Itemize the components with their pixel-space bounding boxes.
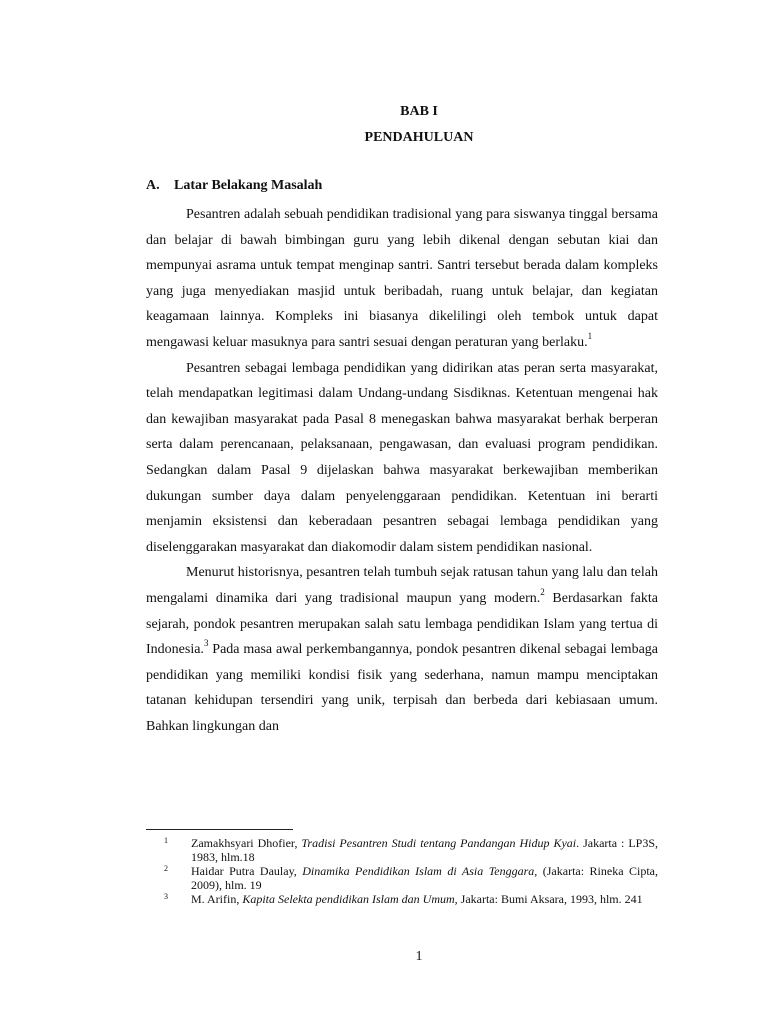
footnote-author: Zamakhsyari Dhofier, [191, 836, 302, 850]
chapter-title: PENDAHULUAN [364, 130, 474, 145]
paragraph-1-text: Pesantren adalah sebuah pendidikan tradisional yang para siswanya tinggal bersama dan belajar di bawah bimbingan guru yang lebih dikenal dengan sebutan kiai dan mempunyai asrama untuk tempat menginap santri. Santri tersebut berada dalam kompleks yang juga menyediakan masjid untuk beribadah, ruang untuk belajar, dan kegiatan keagamaan lainnya. Kompleks ini biasanya dikelilingi oleh tembok untuk dapat mengawasi keluar masuknya para santri sesuai dengan peraturan yang berlaku. [146, 207, 658, 350]
section-title: Latar Belakang Masalah [174, 178, 323, 193]
footnotes [146, 836, 658, 906]
footnote [146, 864, 658, 892]
footnote-mark: 3 [164, 892, 168, 901]
paragraph-3 [146, 560, 658, 739]
footnote-source: Jakarta: Bumi Aksara, 1993, hlm. 241 [457, 892, 643, 906]
chapter-number: BAB I [400, 104, 438, 119]
paragraph-2 [146, 356, 658, 561]
body-text [146, 202, 658, 739]
section-heading [146, 178, 322, 194]
footnote-author: Haidar Putra Daulay, [191, 864, 303, 878]
footnote-author: M. Arifin, [191, 892, 243, 906]
footnote-ref-1[interactable]: 1 [587, 331, 593, 342]
footnote-title: Dinamika Pendidikan Islam di Asia Tenggara, [302, 864, 538, 878]
page-number: 1 [415, 949, 423, 964]
footnote-title: Kapita Selekta pendidikan Islam dan Umum, [242, 892, 458, 906]
paragraph-2-text: Pesantren sebagai lembaga pendidikan yang didirikan atas peran serta masyarakat, telah mendapatkan legitimasi dalam Undang-undang Sisdiknas. Ketentuan mengenai hak dan kewajiban masyarakat pada Pasal 8 menegaskan bahwa masyarakat berhak berperan serta dalam perencanaan, pelaksanaan, pengawasan, dan evaluasi program pendidikan. Sedangkan dalam Pasal 9 dijelaskan bahwa masyarakat berkewajiban memberikan dukungan sumber daya dalam penyelenggaraan pendidikan. Ketentuan ini berarti menjamin eksistensi dan keberadaan pesantren sebagai lembaga pendidikan yang diselenggarakan masyarakat dan diakomodir dalam sistem pendidikan nasional. [146, 360, 658, 555]
footnote [146, 836, 658, 864]
footnote-source: . Jakarta : LP3S, 1983, hlm.18 [191, 836, 658, 864]
paragraph-3-text-b: Berdasarkan fakta sejarah, pondok pesantren merupakan salah satu lembaga pendidikan Islam yang tertua di Indonesia. [146, 590, 658, 658]
paragraph-3-text-c: Pada masa awal perkembangannya, pondok pesantren dikenal sebagai lembaga pendidikan yang memiliki kondisi fisik yang sederhana, namun mampu menciptakan tatanan kehidupan tersendiri yang unik, terpisah dan berbeda dari kebiasaan umum. Bahkan lingkungan dan [146, 642, 658, 734]
paragraph-1 [146, 202, 658, 356]
footnote-mark: 2 [164, 864, 168, 873]
footnote-ref-2[interactable]: 2 [540, 587, 545, 598]
paragraph-3-text-a: Menurut historisnya, pesantren telah tumbuh sejak ratusan tahun yang lalu dan telah mengalami dinamika dari yang tradisional maupun yang modern. [146, 565, 658, 606]
footnote-separator [146, 829, 293, 830]
footnote [146, 892, 658, 906]
footnote-mark: 1 [164, 836, 168, 845]
footnote-title: Tradisi Pesantren Studi tentang Pandangan Hidup Kyai [301, 836, 577, 850]
footnote-source: (Jakarta: Rineka Cipta, 2009), hlm. 19 [191, 864, 658, 892]
section-label: A. [146, 178, 160, 193]
footnote-ref-3[interactable]: 3 [203, 638, 209, 649]
